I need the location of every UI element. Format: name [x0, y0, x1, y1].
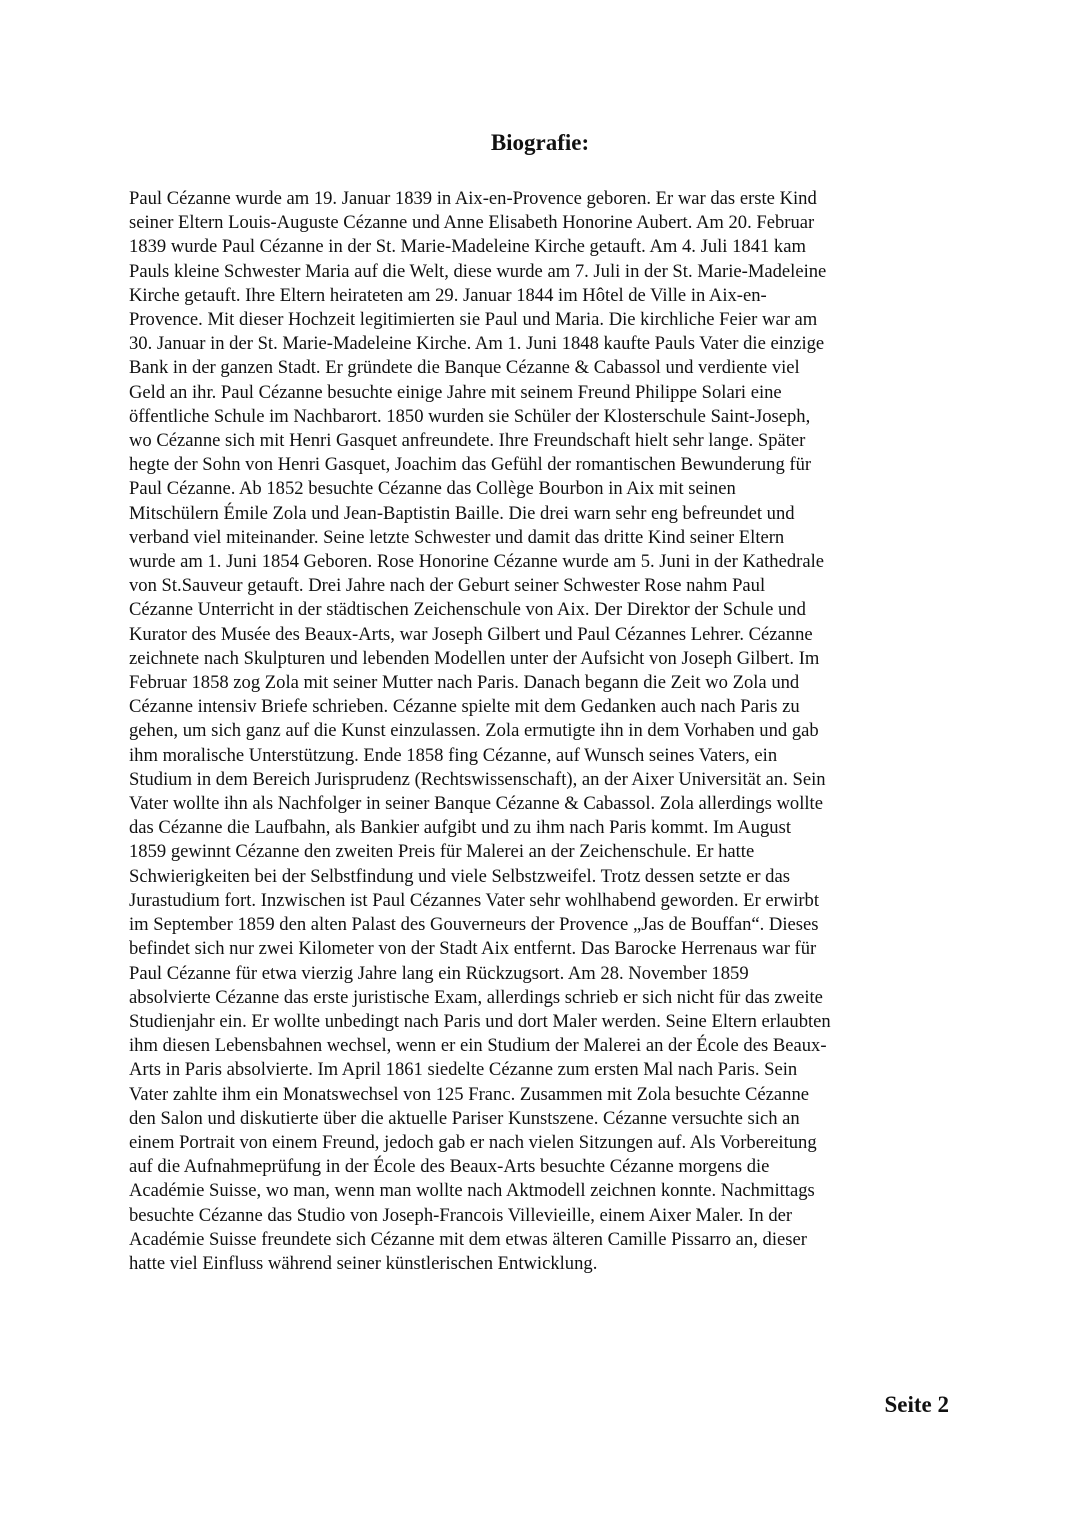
text-line: Académie Suisse, wo man, wenn man wollte nach Aktmodell zeichnen konnte. Nachmittags	[129, 1180, 815, 1202]
text-line: Studienjahr ein. Er wollte unbedingt nach Paris und dort Maler werden. Seine Eltern erlaubten	[129, 1010, 831, 1032]
text-line: Kirche getauft. Ihre Eltern heirateten am 29. Januar 1844 im Hôtel de Ville in Aix-en-	[129, 284, 767, 306]
text-line: Vater wollte ihn als Nachfolger in seiner Banque Cézanne & Cabassol. Zola allerdings wollte	[129, 793, 823, 815]
text-line: 30. Januar in der St. Marie-Madeleine Kirche. Am 1. Juni 1848 kaufte Pauls Vater die einzige	[129, 333, 825, 355]
text-line: wo Cézanne sich mit Henri Gasquet anfreundete. Ihre Freundschaft hielt sehr lange. Später	[129, 430, 806, 452]
text-line: Cézanne Unterricht in der städtischen Zeichenschule von Aix. Der Direktor der Schule und	[129, 599, 806, 621]
text-line: Pauls kleine Schwester Maria auf die Welt, diese wurde am 7. Juli in der St. Marie-Madeleine	[129, 260, 827, 282]
text-line: das Cézanne die Laufbahn, als Bankier aufgibt und zu ihm nach Paris kommt. Im August	[129, 817, 791, 839]
text-line: Studium in dem Bereich Jurisprudenz (Rechtswissenschaft), an der Aixer Universität an. Sein	[129, 768, 826, 790]
text-line: Februar 1858 zog Zola mit seiner Mutter nach Paris. Danach begann die Zeit wo Zola und	[129, 672, 800, 694]
text-line: Mitschülern Émile Zola und Jean-Baptistin Baille. Die drei warn sehr eng befreundet und	[129, 502, 795, 524]
text-line: Schwierigkeiten bei der Selbstfindung und viele Selbstzweifel. Trotz dessen setzte er das	[129, 865, 790, 887]
text-line: im September 1859 den alten Palast des Gouverneurs der Provence „Jas de Bouffan“. Dieses	[129, 914, 819, 936]
page-title: Biografie:	[490, 130, 590, 155]
text-line: absolvierte Cézanne das erste juristische Exam, allerdings schrieb er sich nicht für das zweite	[129, 986, 823, 1008]
text-line: ihm moralische Unterstützung. Ende 1858 fing Cézanne, auf Wunsch seines Vaters, ein	[129, 744, 778, 766]
text-line: ihm diesen Lebensbahnen wechsel, wenn er ein Studium der Malerei an der École des Beaux-	[129, 1035, 827, 1057]
text-line: hegte der Sohn von Henri Gasquet, Joachim das Gefühl der romantischen Bewunderung für	[129, 454, 812, 476]
text-line: öffentliche Schule im Nachbarort. 1850 wurden sie Schüler der Klosterschule Saint-Joseph,	[129, 405, 811, 427]
text-line: Vater zahlte ihm ein Monatswechsel von 125 Franc. Zusammen mit Zola besuchte Cézanne	[129, 1083, 810, 1105]
text-line: zeichnete nach Skulpturen und lebenden Modellen unter der Aufsicht von Joseph Gilbert. Im	[129, 647, 820, 669]
text-line: Paul Cézanne für etwa vierzig Jahre lang ein Rückzugsort. Am 28. November 1859	[129, 962, 749, 984]
text-line: Cézanne intensiv Briefe schrieben. Cézanne spielte mit dem Gedanken auch nach Paris zu	[129, 696, 800, 718]
text-line: einem Portrait von einem Freund, jedoch gab er nach vielen Sitzungen auf. Als Vorbereitung	[129, 1131, 817, 1153]
text-line: Paul Cézanne wurde am 19. Januar 1839 in Aix-en-Provence geboren. Er war das erste Kind	[129, 188, 817, 209]
text-line: Académie Suisse freundete sich Cézanne mit dem etwas älteren Camille Pissarro an, dieser	[129, 1228, 807, 1250]
text-line: 1859 gewinnt Cézanne den zweiten Preis für Malerei an der Zeichenschule. Er hatte	[129, 841, 755, 863]
text-line: wurde am 1. Juni 1854 Geboren. Rose Honorine Cézanne wurde am 5. Juni in der Kathedrale	[129, 551, 825, 573]
text-line: Geld an ihr. Paul Cézanne besuchte einige Jahre mit seinem Freund Philippe Solari eine	[129, 381, 782, 403]
text-line: hatte viel Einfluss während seiner künstlerischen Entwicklung.	[129, 1252, 598, 1274]
text-line: Provence. Mit dieser Hochzeit legitimierten sie Paul und Maria. Die kirchliche Feier war am	[129, 309, 818, 331]
text-line: Jurastudium fort. Inzwischen ist Paul Cézannes Vater sehr wohlhabend geworden. Er erwirbt	[129, 889, 820, 911]
page-number: Seite 2	[884, 1392, 949, 1417]
text-line: auf die Aufnahmeprüfung in der École des Beaux-Arts besuchte Cézanne morgens die	[129, 1156, 770, 1178]
text-line: seiner Eltern Louis-Auguste Cézanne und Anne Elisabeth Honorine Aubert. Am 20. Februar	[129, 212, 815, 234]
text-line: den Salon und diskutierte über die aktuelle Pariser Kunstszene. Cézanne versuchte sich an	[129, 1107, 800, 1129]
text-line: 1839 wurde Paul Cézanne in der St. Marie-Madeleine Kirche getauft. Am 4. Juli 1841 kam	[129, 236, 806, 258]
text-line: gehen, um sich ganz auf die Kunst einzulassen. Zola ermutigte ihn in dem Vorhaben und gab	[129, 720, 819, 742]
text-line: befindet sich nur zwei Kilometer von der Stadt Aix entfernt. Das Barocke Herrenaus war für	[129, 938, 817, 960]
biography-text	[129, 187, 957, 1276]
text-line: Paul Cézanne. Ab 1852 besuchte Cézanne das Collège Bourbon in Aix mit seinen	[129, 478, 736, 500]
text-line: Kurator des Musée des Beaux-Arts, war Joseph Gilbert und Paul Cézannes Lehrer. Cézanne	[129, 623, 813, 645]
text-line: von St.Sauveur getauft. Drei Jahre nach der Geburt seiner Schwester Rose nahm Paul	[129, 575, 766, 597]
text-line: Arts in Paris absolvierte. Im April 1861 siedelte Cézanne zum ersten Mal nach Paris. Sein	[129, 1059, 798, 1081]
text-line: verband viel miteinander. Seine letzte Schwester und damit das dritte Kind seiner Eltern	[129, 526, 785, 548]
text-line: besuchte Cézanne das Studio von Joseph-Francois Villevieille, einem Aixer Maler. In der	[129, 1204, 793, 1226]
text-line: Bank in der ganzen Stadt. Er gründete die Banque Cézanne & Cabassol und verdiente viel	[129, 357, 800, 379]
